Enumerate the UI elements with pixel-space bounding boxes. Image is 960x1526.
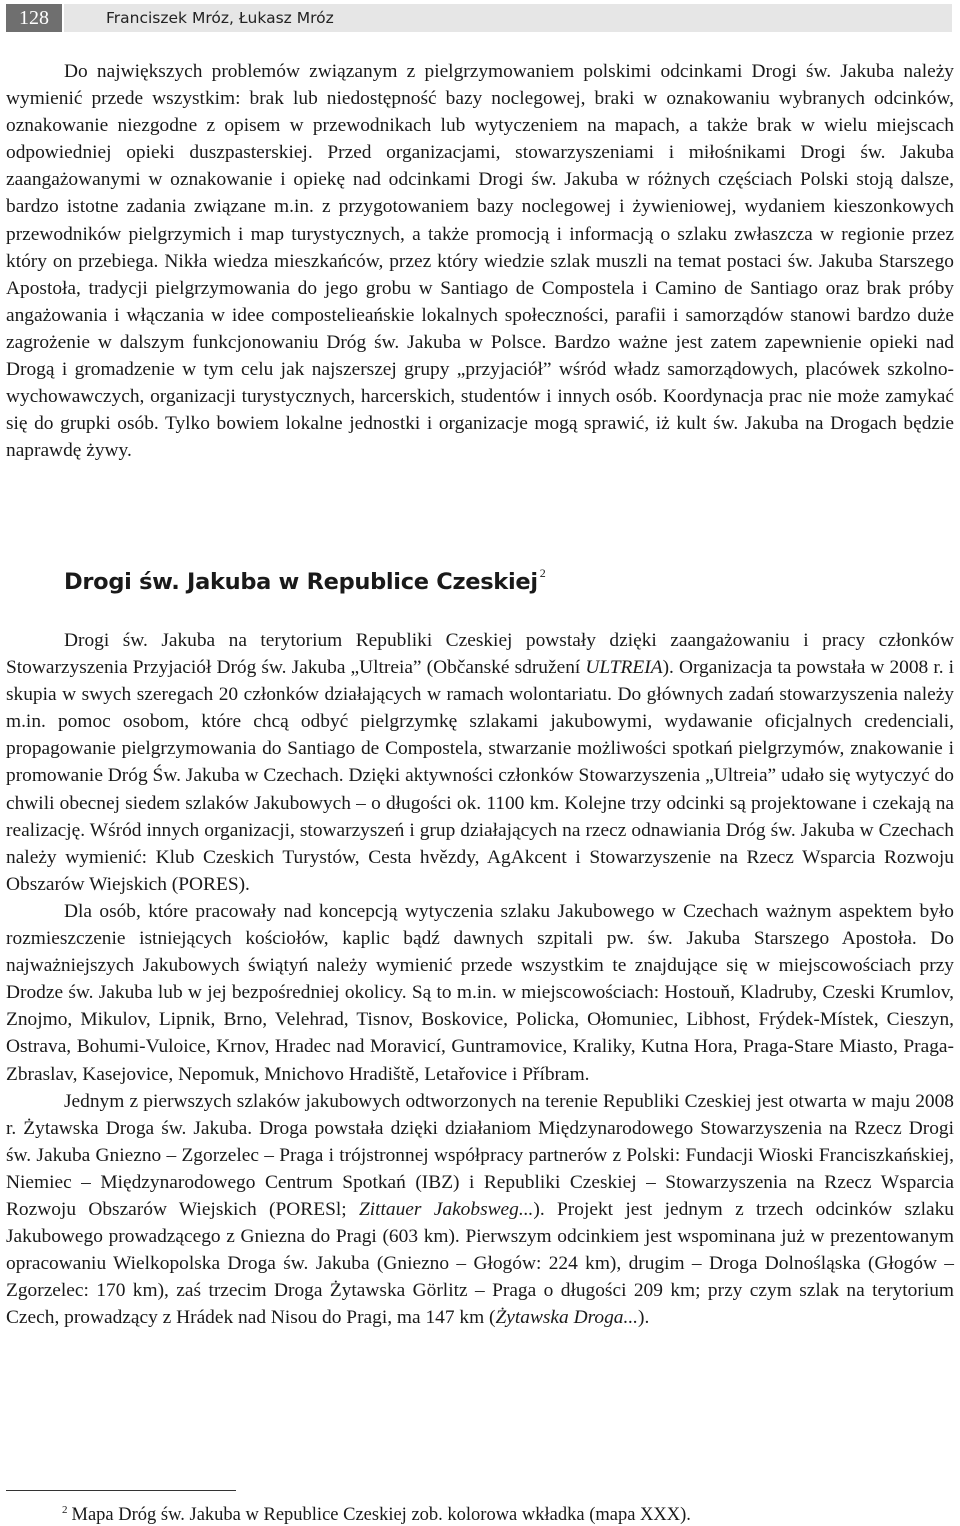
footnote <box>62 1499 691 1526</box>
paragraph-text: Drogi św. Jakuba na terytorium Republiki Czeskiej powstały dzięki zaangażowaniu i pracy członków Stowarzyszenia Przyjaciół Dróg św. Jakuba „Ultreia” (Občanské sdružení <box>6 630 954 679</box>
italic-text: ULTREIA <box>585 657 663 679</box>
paragraph-text: Jednym z pierwszych szlaków jakubowych odtworzonych na terenie Republiki Czeskiej jest otwarta w maju 2008 r. Żytawska Droga św. Jakuba. Droga powstała dzięki działaniom Międzynarodowego Stowarzyszenia na Rzecz Drogi św. Jakuba Gniezno – Zgorzelec – Praga i trójstronnej współpracy partnerów z Polski: Fundacji Wioski Franciszkańskiej, Niemiec – Międzynarodowego Centrum Spotkań (IBZ) i Republiki Czeskiej – Stowarzyszenia na Rzecz Wsparcia Rozwoju Obszarów Wiejskich (PORESl; <box>6 1090 954 1220</box>
italic-text: Zittauer Jakobsweg... <box>358 1198 534 1220</box>
body-paragraph: Dla osób, które pracowały nad koncepcją wytyczenia szlaku Jakubowego w Czechach ważnym aspektem było rozmieszczenie istniejących kościołów, kaplic bądź dawnych szpitali pw. św. Jakuba Starszego Apostoła. Do najważniejszych Jakubowych świątyń należy wymienić przede wszystkim te znajdujące się w miejscowościach przy Drodze św. Jakuba lub w jej bezpośredniej okolicy. Są to m.in. w miejscowościach: Hostouň, Kladruby, Czeski Krumlov, Znojmo, Mikulov, Lipnik, Brno, Velehrad, Tisnov, Boskovice, Policka, Ołomuniec, Libhost, Frýdek-Místek, Cieszyn, Ostrava, Bohumi-Vuloice, Krnov, Hradec nad Moravicí, Guntramovice, Kraliky, Kutna Hora, Praga-Stare Miasto, Praga-Zbraslav, Kasejovice, Nepomuk, Mnichovo Hradiště, Letařovice i Příbram. <box>6 900 954 1085</box>
footnote-text: Mapa Dróg św. Jakuba w Republice Czeskiej zob. kolorowa wkładka (mapa XXX). <box>71 1505 691 1525</box>
section-body <box>6 627 954 1331</box>
page-header <box>6 4 952 32</box>
page-number: 128 <box>6 4 62 32</box>
footnote-divider <box>6 1490 236 1491</box>
footnote-number: 2 <box>62 1504 68 1516</box>
body-paragraph: Do największych problemów związanym z pielgrzymowaniem polskimi odcinkami Drogi św. Jakuba należy wymienić przede wszystkim: brak lub niedostępność bazy noclegowej, braki w oznakowaniu wybranych odcinków, oznakowanie niezgodne z opisem w przewodnikach lub wytyczeniem na mapach, a także brak w wielu miejscach odpowiedniej opieki duszpasterskiej. Przed organizacjami, stowarzyszeniami i miłośnikami Drogi św. Jakuba zaangażowanymi w oznakowanie i opiekę nad odcinkami Drogi św. Jakuba w różnych częściach Polski stoją dalsze, bardzo istotne zadania związane m.in. z przygotowaniem bazy noclegowej i żywieniowej, wydaniem kieszonkowych przewodników pielgrzymich i map turystycznych, a także promocją i informacją o szlaku zwłaszcza w regionie przez który on przebiega. Nikła wiedza mieszkańców, przez który wiedzie szlak muszli na temat postaci św. Jakuba Starszego Apostoła, tradycji pielgrzymowania do jego grobu w Santiago de Compostela i Camino de Santiago oraz brak próby angażowania i włączania w idee compostelieańskie lokalnych społeczności, parafii i samorządów stanowi bardzo duże zagrożenie w dalszym funkcjonowaniu Dróg św. Jakuba w Polsce. Bardzo ważne jest zatem zapewnienie opieki nad Drogą i gromadzenie w tym celu jak najszerszej grupy „przyjaciół” wśród władz samorządowych, placówek szkolno-wychowawczych, organizacji turystycznych, harcerskich, studentów i innych osób. Koordynacja prac nie może zamykać się do grupki osób. Tylko bowiem lokalne jednostki i organizacje mogą sprawić, iż kult św. Jakuba na Drogach będzie naprawdę żywy. <box>6 61 954 462</box>
section-heading-text: Drogi św. Jakuba w Republice Czeskiej <box>64 569 538 595</box>
paragraph-text: ). <box>638 1307 650 1329</box>
intro-section <box>6 58 954 464</box>
paragraph-text: ). Projekt jest jednym z trzech odcinków szlaku Jakubowego prowadzącego z Gniezna do Pragi (603 km). Pierwszym odcinkiem jest wspominana już w prezentowanym opracowaniu Wielkopolska Droga św. Jakuba (Gniezno – Głogów: 224 km), drugim – Droga Dolnośląska (Głogów – Zgorzelec: 170 km), zaś trzecim Droga Żytawska Görlitz – Praga o długości 209 km; przy czym szlak na terytorium Czech, prowadzący z Hrádek nad Nisou do Pragi, ma 147 km ( <box>6 1198 954 1329</box>
footnote-reference: 2 <box>539 566 546 580</box>
section-heading <box>64 566 545 595</box>
italic-text: Żytawska Droga... <box>495 1307 639 1329</box>
paragraph-text: ). Organizacja ta powstała w 2008 r. i skupia w swych szeregach 20 członków działających w ramach wolontariatu. Do głównych zadań stowarzyszenia należy m.in. pomoc osobom, które chcą odbyć pielgrzymkę szlakami jakubowymi, wydawanie oficjalnych credenciali, propagowanie pielgrzymowania do Santiago de Compostela, stwarzanie możliwości spotkań pielgrzymów, znakowanie i promowanie Dróg Św. Jakuba w Czechach. Dzięki aktywności członków Stowarzyszenia „Ultreia” udało się wytyczyć do chwili obecnej siedem szlaków Jakubowych – o długości ok. 1100 km. Kolejne trzy odcinki są projektowane i czekają na realizację. Wśród innych organizacji, stowarzyszeń i grup działających na rzecz odnawiania Dróg św. Jakuba w Czechach należy wymienić: Klub Czeskich Turystów, Cesta hvězdy, AgAkcent i Stowarzyszenie na Rzecz Wsparcia Rozwoju Obszarów Wiejskich (PORES). <box>6 657 955 895</box>
body-paragraph <box>6 627 954 898</box>
running-header-authors: Franciszek Mróz, Łukasz Mróz <box>64 4 952 32</box>
body-paragraph <box>6 1088 954 1332</box>
